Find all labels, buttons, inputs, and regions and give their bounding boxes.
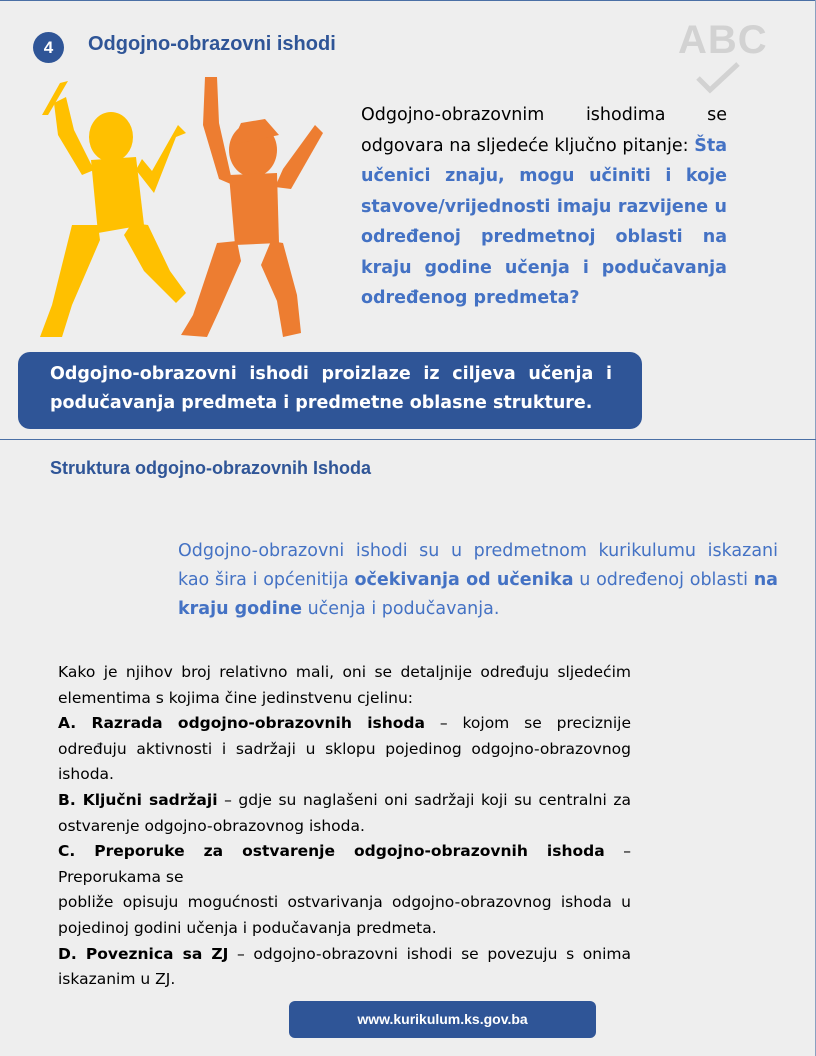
intro-part-2: u određenoj oblasti <box>573 570 754 590</box>
intro-bold-2: na kraju godine <box>178 570 778 619</box>
top-divider <box>0 0 816 1</box>
item-d-text: – odgojno-obrazovni ishodi se povezuju s onima iskazanim u ZJ. <box>58 944 631 989</box>
list-item <box>58 942 631 993</box>
page-title: Odgojno-obrazovni ishodi <box>88 33 336 55</box>
abc-icon: ABC <box>678 18 768 62</box>
checkmark-icon <box>694 58 746 98</box>
intro-bold-1: očekivanja od učenika <box>354 570 574 590</box>
list-item <box>58 788 631 839</box>
list-item <box>58 839 631 890</box>
section-title: Struktura odgojno-obrazovnih Ishoda <box>50 458 371 478</box>
key-question-intro: Odgojno-obrazovnim ishodima se odgovara na sljedeće ključno pitanje: <box>361 105 727 156</box>
item-a-label: A. Razrada odgojno-obrazovnih ishoda <box>58 714 425 733</box>
item-c-continuation: pobliže opisuju mogućnosti ostvarivanja odgojno-obrazovnog ishoda u pojedinoj godini učenja i podučavanja predmeta. <box>58 893 631 937</box>
key-question <box>361 100 727 314</box>
item-b-label: B. Ključni sadržaji <box>58 790 218 809</box>
intro-part-3: učenja i podučavanja. <box>302 599 500 619</box>
intro-paragraph <box>178 537 778 624</box>
section-number-badge: 4 <box>33 32 64 63</box>
item-d-label: D. Poveznica sa ZJ <box>58 944 229 963</box>
callout-box <box>18 352 642 429</box>
item-b-text: – gdje su naglašeni oni sadržaji koji su centralni za ostvarenje odgojno-obrazovnog ishoda. <box>58 790 631 835</box>
callout-text: Odgojno-obrazovni ishodi proizlaze iz ciljeva učenja i podučavanja predmeta i predmetne oblasne strukture. <box>50 364 612 413</box>
item-a-text: – kojom se preciznije određuju aktivnosti i sadržaji u sklopu pojedinog odgojno-obrazovnog ishoda. <box>58 714 631 784</box>
body-text <box>58 660 631 993</box>
website-link-button[interactable]: www.kurikulum.ks.gov.ba <box>289 1001 596 1038</box>
intro-part-1: Odgojno-obrazovni ishodi su u predmetnom kurikulumu iskazani kao šira i općenitija <box>178 541 778 590</box>
item-c-text: – Preporukama se <box>58 842 631 886</box>
body-lead: Kako je njihov broj relativno mali, oni se detaljnije određuju sljedećim elementima s kojima čine jedinstvenu cjelinu: <box>58 663 631 707</box>
key-question-emphasis: Šta učenici znaju, mogu učiniti i koje stavove/vrijednosti imaju razvijene u određenoj predmetnoj oblasti na kraju godine učenja i podučavanja određenog predmeta? <box>361 135 727 308</box>
section-divider <box>0 439 816 440</box>
list-item <box>58 711 631 788</box>
item-c-label: C. Preporuke za ostvarenje odgojno-obrazovnih ishoda <box>58 842 605 861</box>
orange-child-illustration <box>175 75 325 345</box>
yellow-child-illustration <box>36 75 186 345</box>
